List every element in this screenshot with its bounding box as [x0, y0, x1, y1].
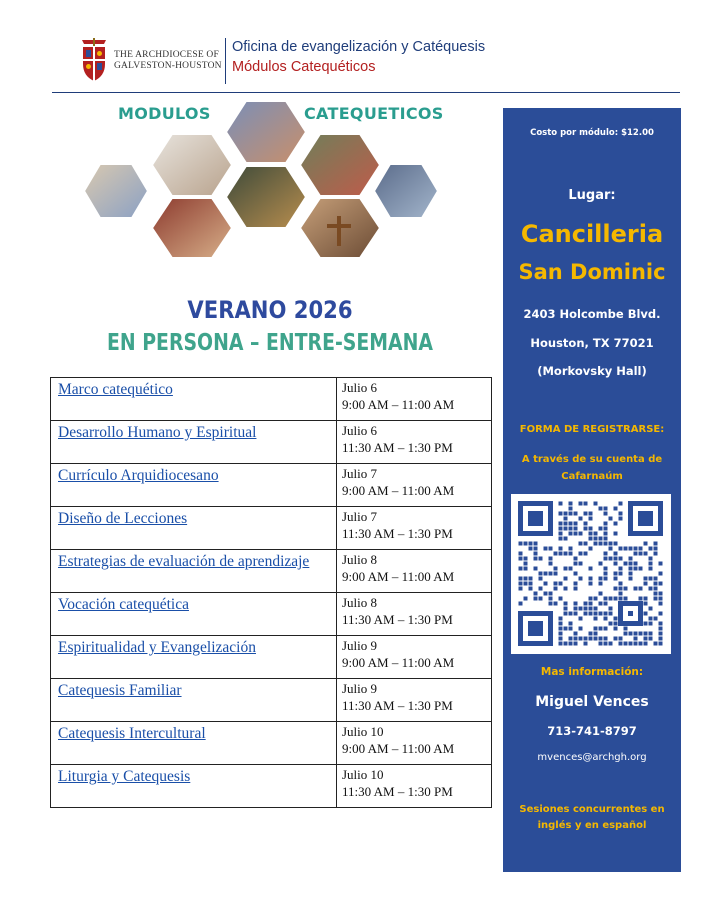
module-cell [51, 593, 337, 636]
module-link[interactable]: Currículo Arquidiocesano [58, 467, 219, 484]
schedule-table [50, 377, 492, 808]
module-link[interactable]: Desarrollo Humano y Espiritual [58, 424, 257, 441]
module-date: Julio 6 [342, 423, 378, 438]
module-date: Julio 10 [342, 724, 384, 739]
sessions-note: Sesiones concurrentes en inglés y en español [519, 804, 665, 831]
module-date: Julio 9 [342, 638, 378, 653]
info-sidebar [503, 108, 681, 872]
table-row [51, 550, 492, 593]
cost-per-module: Costo por módulo: $12.00 [530, 128, 654, 138]
module-date: Julio 6 [342, 380, 378, 395]
module-time: 11:30 AM – 1:30 PM [342, 440, 453, 455]
archdiocese-line1: THE ARCHDIOCESE OF [114, 50, 219, 60]
schedule-cell [337, 507, 492, 550]
schedule-cell [337, 679, 492, 722]
module-link[interactable]: Diseño de Lecciones [58, 510, 188, 527]
module-link[interactable]: Espiritualidad y Evangelización [58, 639, 256, 656]
module-date: Julio 8 [342, 595, 378, 610]
contact-phone: 713-741-8797 [547, 724, 637, 738]
table-row [51, 636, 492, 679]
hex-photo-1 [226, 101, 306, 163]
module-link[interactable]: Catequesis Intercultural [58, 725, 206, 742]
registration-label: FORMA DE REGISTRARSE: [519, 424, 665, 435]
table-row [51, 593, 492, 636]
module-cell [51, 507, 337, 550]
header-divider [225, 38, 226, 84]
schedule-cell [337, 550, 492, 593]
hex-photo-3 [84, 164, 148, 218]
module-cell [51, 464, 337, 507]
archdiocese-name [114, 50, 222, 72]
address-line2: Houston, TX 77021 [530, 336, 654, 350]
schedule-cell [337, 722, 492, 765]
hex-photo-banner [78, 98, 448, 260]
hex-photo-4 [226, 166, 306, 228]
header [78, 36, 688, 92]
module-link[interactable]: Vocación catequética [58, 596, 189, 613]
module-cell [51, 765, 337, 808]
schedule-cell [337, 464, 492, 507]
module-time: 9:00 AM – 11:00 AM [342, 397, 455, 412]
module-link[interactable]: Liturgia y Catequesis [58, 768, 191, 785]
module-time: 11:30 AM – 1:30 PM [342, 526, 453, 541]
table-row [51, 378, 492, 421]
address-line1: 2403 Holcombe Blvd. [523, 307, 661, 321]
format-title: EN PERSONA – ENTRE-SEMANA [106, 330, 434, 356]
table-row [51, 507, 492, 550]
hexagon-photo-collage [78, 98, 448, 260]
module-date: Julio 7 [342, 509, 378, 524]
archdiocese-crest-icon [78, 38, 110, 82]
table-row [51, 722, 492, 765]
banner-word-catequeticos: CATEQUETICOS [304, 104, 444, 123]
schedule-cell [337, 636, 492, 679]
venue-name-line2: San Dominic [518, 260, 666, 284]
cross-icon [337, 216, 341, 246]
office-title: Oficina de evangelización y Catéquesis [232, 39, 486, 55]
archdiocese-line2: GALVESTON-HOUSTON [114, 61, 222, 71]
module-date: Julio 8 [342, 552, 378, 567]
header-rule [52, 92, 680, 93]
hex-photo-2 [152, 134, 232, 196]
module-time: 9:00 AM – 11:00 AM [342, 569, 455, 584]
module-cell [51, 722, 337, 765]
table-row [51, 765, 492, 808]
schedule-cell [337, 421, 492, 464]
venue-label: Lugar: [568, 188, 616, 203]
module-cell [51, 550, 337, 593]
hex-photo-6 [374, 164, 438, 218]
module-link[interactable]: Estrategias de evaluación de aprendizaje [58, 553, 310, 570]
contact-name: Miguel Vences [535, 694, 649, 710]
registration-qr-code[interactable] [511, 494, 671, 654]
banner-word-modulos: MODULOS [118, 104, 211, 123]
registration-method: A través de su cuenta de Cafarnaúm [521, 454, 663, 482]
hex-photo-7 [152, 198, 232, 258]
module-cell [51, 421, 337, 464]
module-time: 11:30 AM – 1:30 PM [342, 698, 453, 713]
venue-name-line1: Cancilleria [520, 220, 664, 248]
module-date: Julio 7 [342, 466, 378, 481]
qr-code-icon [511, 494, 671, 654]
schedule-cell [337, 765, 492, 808]
module-cell [51, 378, 337, 421]
schedule-cell [337, 593, 492, 636]
module-date: Julio 9 [342, 681, 378, 696]
module-link[interactable]: Catequesis Familiar [58, 682, 182, 699]
module-time: 11:30 AM – 1:30 PM [342, 612, 453, 627]
page-subtitle: Módulos Catequéticos [232, 59, 376, 75]
module-cell [51, 636, 337, 679]
table-row [51, 421, 492, 464]
module-link[interactable]: Marco catequético [58, 381, 173, 398]
module-date: Julio 10 [342, 767, 384, 782]
contact-email: mvences@archgh.org [537, 752, 647, 763]
module-time: 11:30 AM – 1:30 PM [342, 784, 453, 799]
module-time: 9:00 AM – 11:00 AM [342, 483, 455, 498]
schedule-cell [337, 378, 492, 421]
hex-photo-5 [300, 134, 380, 196]
table-row [51, 679, 492, 722]
module-time: 9:00 AM – 11:00 AM [342, 655, 455, 670]
module-time: 9:00 AM – 11:00 AM [342, 741, 455, 756]
more-info-label: Mas información: [540, 666, 644, 678]
address-line3: (Morkovsky Hall) [537, 364, 647, 378]
module-cell [51, 679, 337, 722]
season-title: VERANO 2026 [187, 296, 353, 324]
table-row [51, 464, 492, 507]
